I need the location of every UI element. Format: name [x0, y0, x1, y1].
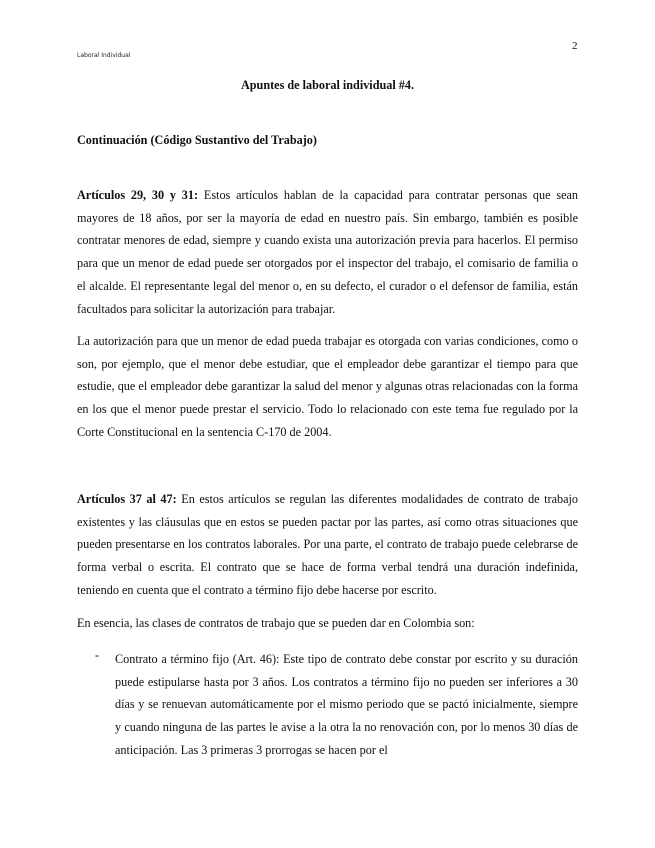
paragraph-autorizacion [77, 330, 578, 444]
paragraph-text: En esencia, las clases de contratos de trabajo que se pueden dar en Colombia son: [77, 616, 475, 630]
paragraph-lead: Artículos 29, 30 y 31: [77, 188, 199, 202]
page-number: 2 [572, 40, 578, 52]
paragraph-text: La autorización para que un menor de edad pueda trabajar es otorgada con varias condiciones, como o son, por ejemplo, que el menor debe estudiar, que el empleador debe garantizar el tiempo para que estudie, que el empleador debe garantizar la salud del menor y algunas otras relacionadas con la forma en los que el menor puede prestar el servicio. Todo lo relacionado con este tema fue regulado por la Corte Constitucional en la sentencia C-170 de 2004. [77, 334, 578, 439]
paragraph-clases-contratos [77, 612, 578, 635]
paragraph-text: En estos artículos se regulan las diferentes modalidades de contrato de trabajo existentes y las cláusulas que en estos se pueden pactar por las partes, así como otras situaciones que pueden presentarse en los contratos laborales. Por una parte, el contrato de trabajo puede celebrarse de forma verbal o escrita. El contrato que se hace de forma verbal tendrá una duración indefinida, teniendo en cuenta que el contrato a término fijo debe hacerse por escrito. [77, 492, 578, 597]
paragraph-lead: Artículos 37 al 47: [77, 492, 177, 506]
document-title: Apuntes de laboral individual #4. [240, 78, 415, 92]
running-header: Laboral Individual [77, 52, 131, 59]
paragraph-articulos-29-31 [77, 184, 578, 320]
section-heading: Continuación (Código Sustantivo del Trabajo) [77, 133, 317, 147]
list-bullet-marker: - [95, 648, 100, 662]
paragraph-articulos-37-47 [77, 488, 578, 602]
paragraph-text: Estos artículos hablan de la capacidad para contratar personas que sean mayores de 18 años, por ser la mayoría de edad en nuestro país. Sin embargo, también es posible contratar menores de edad, siempre y cuando exista una autorización previa para hacerlos. El permiso para que un menor de edad puede ser otorgados por el inspector del trabajo, el comisario de familia o el alcalde. El representante legal del menor o, en su defecto, el curador o el defensor de familia, están facultados para solicitar la autorización para trabajar. [77, 188, 578, 316]
list-item-termino-fijo: Contrato a término fijo (Art. 46): Este tipo de contrato debe constar por escrito y su duración puede estipularse hasta por 3 años. Los contratos a término fijo no pueden ser inferiores a 30 días y se renuevan automáticamente por el mismo periodo que se pactó inicialmente, siempre y cuando ninguna de las partes le avise a la otra la no renovación con, por lo menos 30 días de anticipación. Las 3 primeras 3 prorrogas se hacen por el [115, 652, 578, 757]
